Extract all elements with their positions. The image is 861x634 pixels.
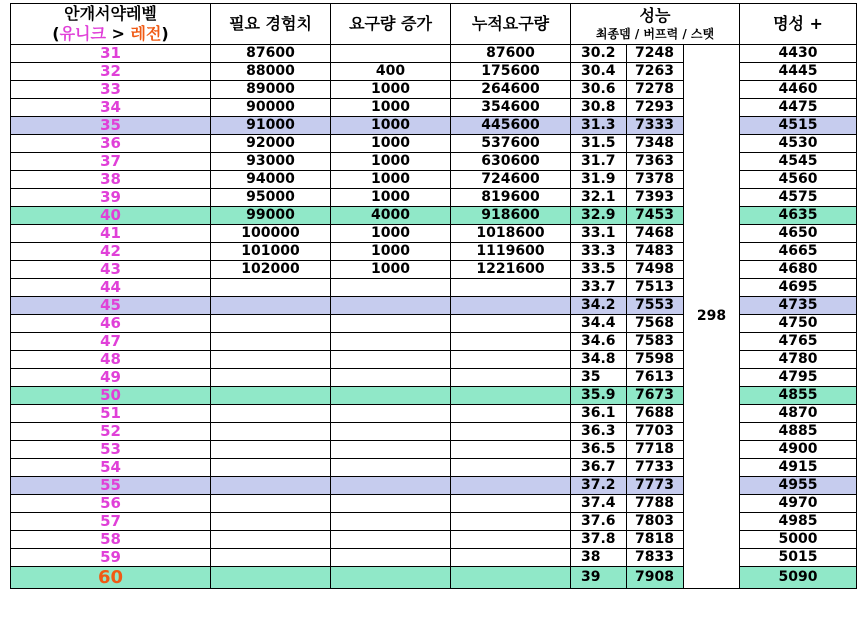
cumulative-cell: 1119600 (451, 243, 571, 261)
buff-power-cell: 7718 (627, 441, 684, 459)
buff-power-cell: 7453 (627, 207, 684, 225)
required-exp-cell (211, 531, 331, 549)
buff-power-cell: 7248 (627, 45, 684, 63)
fame-cell: 4560 (740, 171, 857, 189)
level-cell: 53 (11, 441, 211, 459)
required-exp-cell (211, 351, 331, 369)
buff-power-cell: 7613 (627, 369, 684, 387)
header-row (11, 4, 857, 45)
final-damage-cell: 33.7 (571, 279, 627, 297)
buff-power-cell: 7673 (627, 387, 684, 405)
cumulative-header: 누적요구량 (451, 4, 571, 45)
paren-close: ) (161, 24, 169, 43)
required-exp-cell: 94000 (211, 171, 331, 189)
level-cell: 51 (11, 405, 211, 423)
cumulative-cell (451, 405, 571, 423)
buff-power-cell: 7583 (627, 333, 684, 351)
fame-cell: 4915 (740, 459, 857, 477)
increase-cell (331, 441, 451, 459)
grade-arrow: > (105, 24, 131, 43)
final-damage-cell: 33.5 (571, 261, 627, 279)
buff-power-cell: 7263 (627, 63, 684, 81)
increase-cell (331, 333, 451, 351)
unique-grade: 유니크 (59, 24, 106, 43)
level-cell: 47 (11, 333, 211, 351)
required-exp-cell (211, 549, 331, 567)
cumulative-cell: 175600 (451, 63, 571, 81)
buff-power-cell: 7393 (627, 189, 684, 207)
increase-cell (331, 279, 451, 297)
buff-power-cell: 7833 (627, 549, 684, 567)
final-damage-cell: 34.6 (571, 333, 627, 351)
cumulative-cell (451, 567, 571, 589)
final-damage-cell: 31.7 (571, 153, 627, 171)
increase-cell: 1000 (331, 117, 451, 135)
cumulative-cell (451, 333, 571, 351)
increase-cell (331, 459, 451, 477)
fame-cell: 4750 (740, 315, 857, 333)
increase-cell: 1000 (331, 153, 451, 171)
fame-cell: 4545 (740, 153, 857, 171)
level-cell: 58 (11, 531, 211, 549)
required-exp-cell (211, 279, 331, 297)
final-damage-cell: 31.9 (571, 171, 627, 189)
fame-cell: 4985 (740, 513, 857, 531)
cumulative-cell: 819600 (451, 189, 571, 207)
required-exp-cell: 90000 (211, 99, 331, 117)
increase-cell: 400 (331, 63, 451, 81)
fame-cell: 4885 (740, 423, 857, 441)
increase-cell: 1000 (331, 81, 451, 99)
increase-cell (331, 477, 451, 495)
required-exp-cell (211, 513, 331, 531)
level-cell: 44 (11, 279, 211, 297)
fame-cell: 5090 (740, 567, 857, 589)
final-damage-cell: 36.1 (571, 405, 627, 423)
final-damage-cell: 36.7 (571, 459, 627, 477)
buff-power-cell: 7553 (627, 297, 684, 315)
cumulative-cell (451, 387, 571, 405)
buff-power-cell: 7803 (627, 513, 684, 531)
buff-power-cell: 7733 (627, 459, 684, 477)
increase-cell (331, 369, 451, 387)
level-cell: 41 (11, 225, 211, 243)
required-exp-cell: 102000 (211, 261, 331, 279)
legend-grade: 레전 (130, 24, 162, 43)
required-exp-cell: 99000 (211, 207, 331, 225)
buff-power-cell: 7688 (627, 405, 684, 423)
final-damage-cell: 37.8 (571, 531, 627, 549)
fame-cell: 4970 (740, 495, 857, 513)
buff-power-cell: 7773 (627, 477, 684, 495)
level-header (11, 4, 211, 45)
final-damage-cell: 38 (571, 549, 627, 567)
performance-title: 성능 (639, 6, 671, 25)
fame-cell: 4680 (740, 261, 857, 279)
increase-cell (331, 315, 451, 333)
final-damage-cell: 34.8 (571, 351, 627, 369)
buff-power-cell: 7378 (627, 171, 684, 189)
cumulative-cell (451, 441, 571, 459)
buff-power-cell: 7703 (627, 423, 684, 441)
final-damage-cell: 32.1 (571, 189, 627, 207)
fame-cell: 4695 (740, 279, 857, 297)
buff-power-cell: 7498 (627, 261, 684, 279)
required-exp-cell (211, 495, 331, 513)
required-exp-cell (211, 441, 331, 459)
buff-power-cell: 7788 (627, 495, 684, 513)
increase-cell (331, 387, 451, 405)
level-cell: 39 (11, 189, 211, 207)
final-damage-cell: 35 (571, 369, 627, 387)
level-cell: 43 (11, 261, 211, 279)
fame-cell: 4735 (740, 297, 857, 315)
required-exp-cell (211, 333, 331, 351)
fame-cell: 4900 (740, 441, 857, 459)
increase-cell: 1000 (331, 189, 451, 207)
increase-cell: 1000 (331, 243, 451, 261)
required-exp-cell: 95000 (211, 189, 331, 207)
level-cell: 31 (11, 45, 211, 63)
final-damage-cell: 30.6 (571, 81, 627, 99)
buff-power-cell: 7908 (627, 567, 684, 589)
level-cell: 40 (11, 207, 211, 225)
cumulative-cell (451, 513, 571, 531)
increase-cell: 1000 (331, 225, 451, 243)
stat-cell: 298 (684, 45, 740, 589)
level-cell: 34 (11, 99, 211, 117)
fame-cell: 4780 (740, 351, 857, 369)
level-cell: 59 (11, 549, 211, 567)
cumulative-cell (451, 549, 571, 567)
increase-cell (331, 405, 451, 423)
performance-header (571, 4, 740, 45)
table-row (11, 45, 857, 63)
required-exp-cell: 101000 (211, 243, 331, 261)
fame-cell: 4635 (740, 207, 857, 225)
final-damage-cell: 30.4 (571, 63, 627, 81)
fame-header: 명성 + (740, 4, 857, 45)
cumulative-cell: 264600 (451, 81, 571, 99)
cumulative-cell (451, 297, 571, 315)
increase-cell (331, 513, 451, 531)
fame-cell: 4855 (740, 387, 857, 405)
increase-cell: 1000 (331, 99, 451, 117)
final-damage-cell: 37.4 (571, 495, 627, 513)
required-exp-cell (211, 297, 331, 315)
cumulative-cell (451, 459, 571, 477)
required-exp-cell: 87600 (211, 45, 331, 63)
required-exp-cell (211, 423, 331, 441)
level-table (10, 3, 857, 589)
increase-cell: 1000 (331, 135, 451, 153)
level-cell: 54 (11, 459, 211, 477)
cumulative-cell: 630600 (451, 153, 571, 171)
cumulative-cell: 537600 (451, 135, 571, 153)
required-exp-cell: 93000 (211, 153, 331, 171)
final-damage-cell: 37.6 (571, 513, 627, 531)
required-exp-header: 필요 경험치 (211, 4, 331, 45)
level-cell: 32 (11, 63, 211, 81)
cumulative-cell: 87600 (451, 45, 571, 63)
cumulative-cell (451, 315, 571, 333)
fame-cell: 4460 (740, 81, 857, 99)
required-exp-cell (211, 459, 331, 477)
increase-cell (331, 531, 451, 549)
final-damage-cell: 34.2 (571, 297, 627, 315)
final-damage-cell: 36.3 (571, 423, 627, 441)
fame-cell: 4475 (740, 99, 857, 117)
level-cell: 33 (11, 81, 211, 99)
level-title: 안개서약레벨 (64, 4, 157, 23)
buff-power-cell: 7568 (627, 315, 684, 333)
level-cell: 35 (11, 117, 211, 135)
cumulative-cell: 445600 (451, 117, 571, 135)
final-damage-cell: 30.8 (571, 99, 627, 117)
cumulative-cell: 354600 (451, 99, 571, 117)
required-exp-cell (211, 567, 331, 589)
buff-power-cell: 7278 (627, 81, 684, 99)
final-damage-cell: 31.3 (571, 117, 627, 135)
level-cell: 49 (11, 369, 211, 387)
level-cell: 46 (11, 315, 211, 333)
level-cell: 38 (11, 171, 211, 189)
cumulative-cell (451, 369, 571, 387)
level-cell: 52 (11, 423, 211, 441)
increase-cell: 1000 (331, 171, 451, 189)
final-damage-cell: 31.5 (571, 135, 627, 153)
buff-power-cell: 7363 (627, 153, 684, 171)
level-cell: 56 (11, 495, 211, 513)
fame-cell: 4575 (740, 189, 857, 207)
fame-cell: 4795 (740, 369, 857, 387)
buff-power-cell: 7513 (627, 279, 684, 297)
required-exp-cell (211, 477, 331, 495)
fame-cell: 4530 (740, 135, 857, 153)
fame-cell: 5015 (740, 549, 857, 567)
level-cell: 42 (11, 243, 211, 261)
increase-cell (331, 549, 451, 567)
buff-power-cell: 7348 (627, 135, 684, 153)
required-exp-cell (211, 405, 331, 423)
cumulative-cell: 918600 (451, 207, 571, 225)
buff-power-cell: 7293 (627, 99, 684, 117)
cumulative-cell: 724600 (451, 171, 571, 189)
increase-cell (331, 297, 451, 315)
level-cell: 57 (11, 513, 211, 531)
cumulative-cell (451, 351, 571, 369)
cumulative-cell (451, 495, 571, 513)
fame-cell: 4665 (740, 243, 857, 261)
level-cell: 36 (11, 135, 211, 153)
buff-power-cell: 7333 (627, 117, 684, 135)
increase-cell: 4000 (331, 207, 451, 225)
final-damage-cell: 39 (571, 567, 627, 589)
cumulative-cell: 1018600 (451, 225, 571, 243)
final-damage-cell: 33.3 (571, 243, 627, 261)
buff-power-cell: 7818 (627, 531, 684, 549)
cumulative-cell: 1221600 (451, 261, 571, 279)
fame-cell: 4870 (740, 405, 857, 423)
level-cell: 60 (11, 567, 211, 589)
fame-cell: 4765 (740, 333, 857, 351)
final-damage-cell: 35.9 (571, 387, 627, 405)
buff-power-cell: 7598 (627, 351, 684, 369)
fame-cell: 4515 (740, 117, 857, 135)
required-exp-cell (211, 387, 331, 405)
fame-cell: 4445 (740, 63, 857, 81)
cumulative-cell (451, 531, 571, 549)
grade-label (11, 24, 210, 44)
cumulative-cell (451, 477, 571, 495)
fame-cell: 4650 (740, 225, 857, 243)
level-cell: 55 (11, 477, 211, 495)
cumulative-cell (451, 423, 571, 441)
increase-cell (331, 423, 451, 441)
level-cell: 48 (11, 351, 211, 369)
level-cell: 37 (11, 153, 211, 171)
required-exp-cell: 89000 (211, 81, 331, 99)
buff-power-cell: 7483 (627, 243, 684, 261)
final-damage-cell: 33.1 (571, 225, 627, 243)
required-exp-cell: 91000 (211, 117, 331, 135)
required-exp-cell: 100000 (211, 225, 331, 243)
final-damage-cell: 37.2 (571, 477, 627, 495)
increase-cell: 1000 (331, 261, 451, 279)
increase-cell (331, 567, 451, 589)
fame-cell: 4955 (740, 477, 857, 495)
final-damage-cell: 30.2 (571, 45, 627, 63)
level-cell: 50 (11, 387, 211, 405)
level-cell: 45 (11, 297, 211, 315)
performance-subtitle: 최종뎀 / 버프력 / 스탯 (595, 27, 715, 41)
fame-cell: 5000 (740, 531, 857, 549)
final-damage-cell: 32.9 (571, 207, 627, 225)
increase-cell (331, 45, 451, 63)
fame-cell: 4430 (740, 45, 857, 63)
increase-cell (331, 351, 451, 369)
required-exp-cell (211, 369, 331, 387)
final-damage-cell: 34.4 (571, 315, 627, 333)
required-exp-cell: 92000 (211, 135, 331, 153)
increase-cell (331, 495, 451, 513)
final-damage-cell: 36.5 (571, 441, 627, 459)
paren-open: ( (52, 24, 60, 43)
buff-power-cell: 7468 (627, 225, 684, 243)
cumulative-cell (451, 279, 571, 297)
increase-header: 요구량 증가 (331, 4, 451, 45)
required-exp-cell: 88000 (211, 63, 331, 81)
required-exp-cell (211, 315, 331, 333)
